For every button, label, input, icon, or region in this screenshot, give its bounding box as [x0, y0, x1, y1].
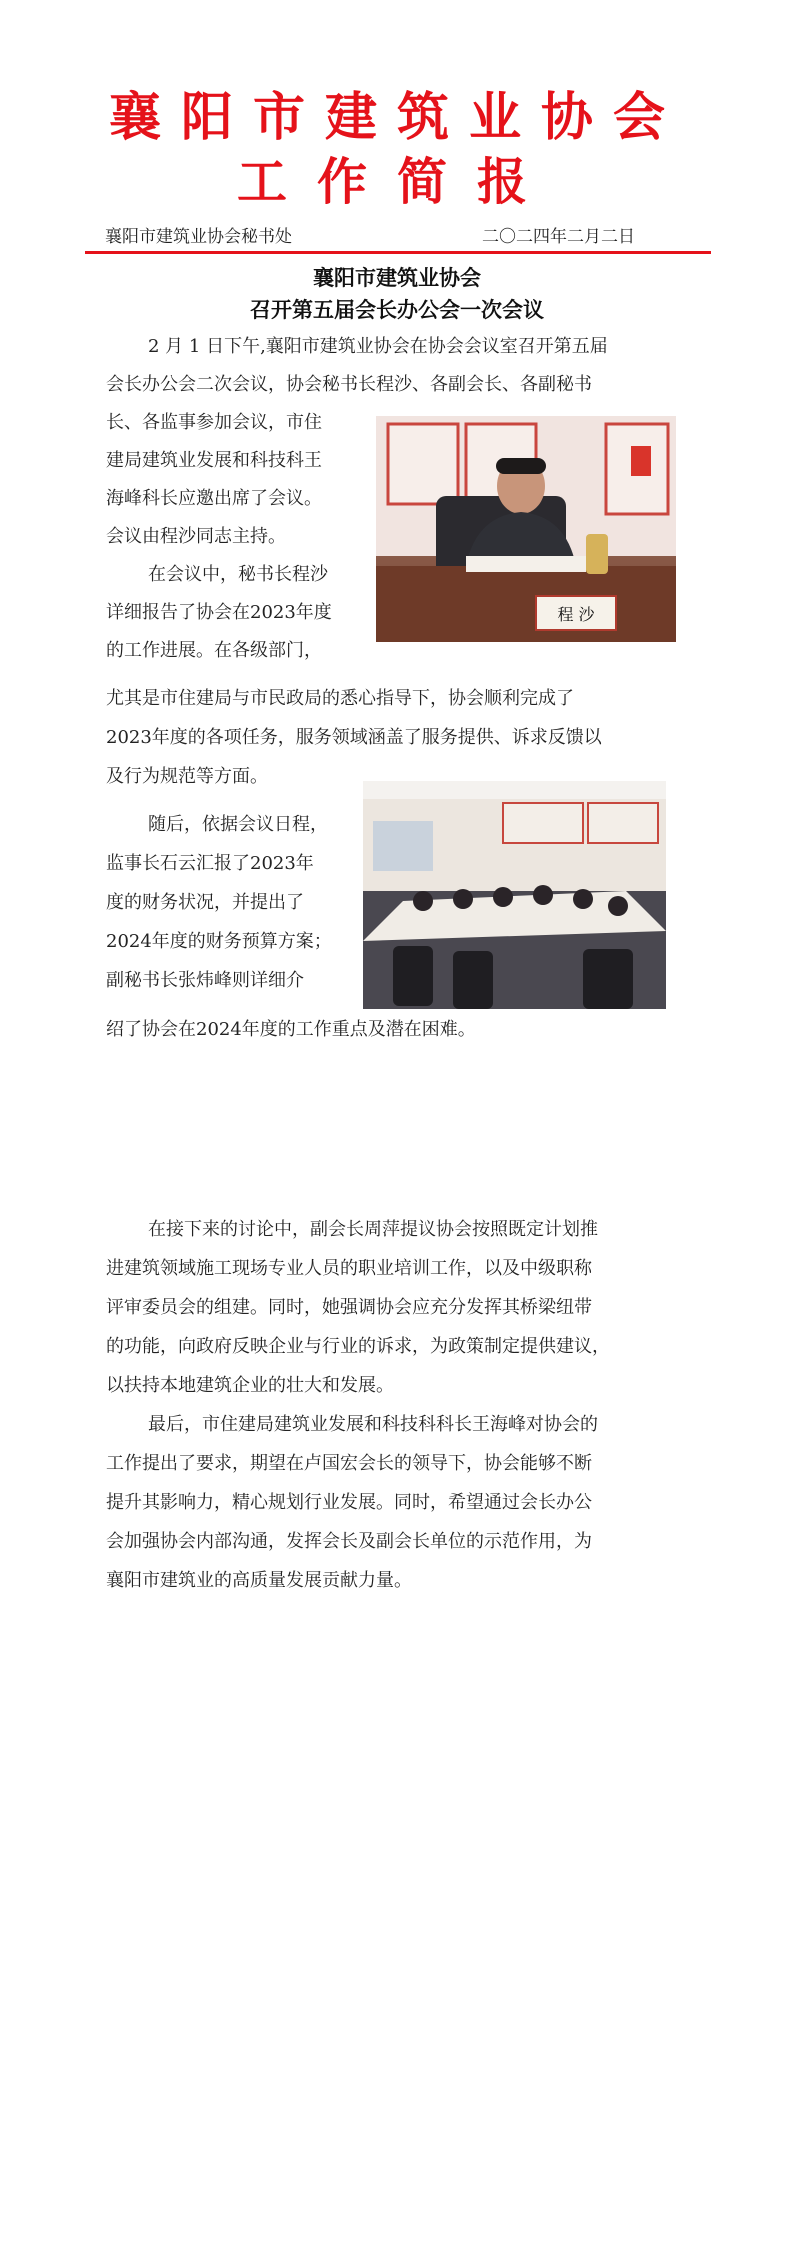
photo1-illustration: [376, 416, 676, 642]
masthead-subtitle: 工作简报: [237, 153, 557, 211]
body-line: 绍了协会在2024年度的工作重点及潜在困难。: [106, 1019, 476, 1040]
meeting-photo-conference-room: [363, 781, 666, 1009]
body-line: 会长办公会二次会议，协会秘书长程沙、各副会长、各副秘书: [106, 374, 592, 395]
body-line: 会加强协会内部沟通，发挥会长及副会长单位的示范作用，为: [106, 1531, 592, 1552]
nameplate-text: 程 沙: [557, 605, 595, 624]
body-line: 长、各监事参加会议，市住: [106, 412, 322, 433]
body-line: 的工作进展。在各级部门，: [106, 640, 322, 661]
article-title-line1: 襄阳市建筑业协会: [313, 265, 481, 290]
body-line: 尤其是市住建局与市民政局的悉心指导下，协会顺利完成了: [106, 688, 574, 709]
body-line: 2024年度的财务预算方案；: [106, 931, 332, 952]
body-line: 在会议中，秘书长程沙: [148, 564, 328, 585]
body-line: 详细报告了协会在2023年度: [106, 602, 332, 623]
body-line: 2023年度的各项任务，服务领域涵盖了服务提供、诉求反馈以: [106, 727, 602, 748]
body-line: 襄阳市建筑业的高质量发展贡献力量。: [106, 1570, 412, 1591]
body-line: 以扶持本地建筑企业的壮大和发展。: [106, 1375, 394, 1396]
body-line: 建局建筑业发展和科技科王: [106, 450, 322, 471]
meeting-photo-secretary: [376, 416, 676, 642]
body-line: 海峰科长应邀出席了会议。: [106, 488, 322, 509]
body-line: 最后，市住建局建筑业发展和科技科科长王海峰对协会的: [148, 1414, 598, 1435]
body-line: 及行为规范等方面。: [106, 766, 268, 787]
body-line: 评审委员会的组建。同时，她强调协会应充分发挥其桥梁纽带: [106, 1297, 592, 1318]
masthead-title: 襄阳市建筑业协会: [108, 88, 685, 148]
body-line: 进建筑领域施工现场专业人员的职业培训工作，以及中级职称: [106, 1258, 592, 1279]
issuer-label: 襄阳市建筑业协会秘书处: [105, 227, 292, 247]
body-line: 会议由程沙同志主持。: [106, 526, 286, 547]
issue-date: 二〇二四年二月二日: [482, 227, 635, 247]
body-line: 工作提出了要求，期望在卢国宏会长的领导下，协会能够不断: [106, 1453, 592, 1474]
body-line: 度的财务状况，并提出了: [106, 892, 304, 913]
article-title-line2: 召开第五届会长办公会一次会议: [250, 297, 544, 322]
photo2-illustration: [363, 781, 666, 1009]
body-line: 监事长石云汇报了2023年: [106, 853, 314, 874]
body-line: 副秘书长张炜峰则详细介: [106, 970, 304, 991]
body-line: 2 月 1 日下午,襄阳市建筑业协会在协会会议室召开第五届: [148, 336, 608, 357]
body-line: 的功能，向政府反映企业与行业的诉求，为政策制定提供建议，: [106, 1336, 610, 1357]
header-red-rule: [85, 251, 711, 254]
body-line: 提升其影响力，精心规划行业发展。同时，希望通过会长办公: [106, 1492, 592, 1513]
body-line: 随后，依据会议日程，: [148, 814, 328, 835]
body-line: 在接下来的讨论中，副会长周萍提议协会按照既定计划推: [148, 1219, 598, 1240]
